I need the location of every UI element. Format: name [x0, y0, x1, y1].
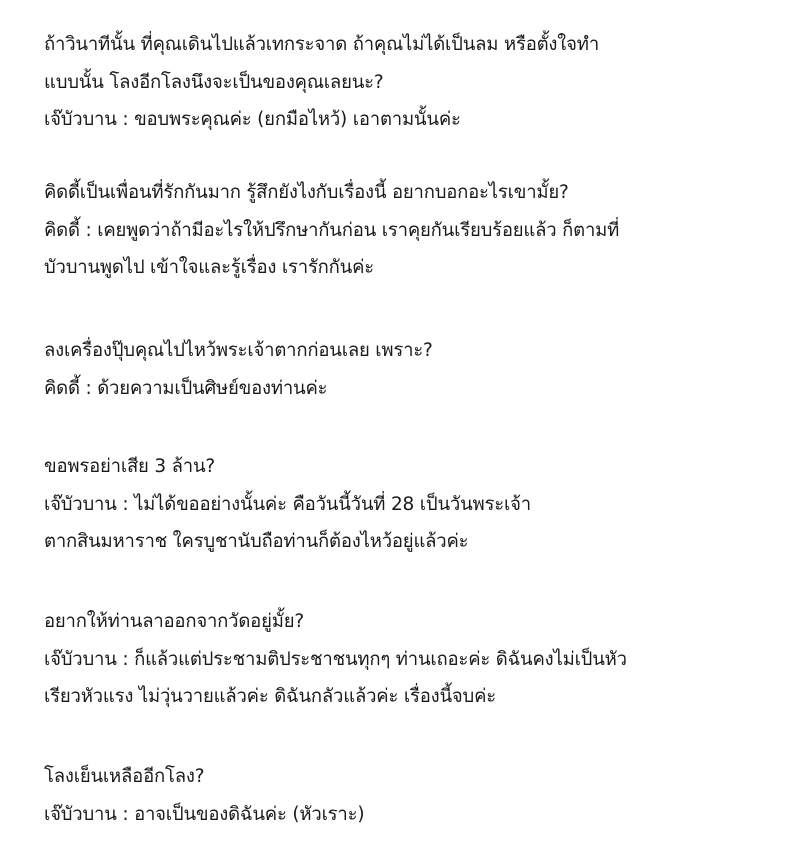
- answer-line: เรียวหัวแรง ไม่วุ่นวายแล้วค่ะ ดิฉันกลัวแล้วค่ะ เรื่องนี้จบค่ะ: [44, 686, 497, 707]
- answer-line: เจ๊บัวบาน : ขอบพระคุณค่ะ (ยกมือไหว้) เอาตามนั้นค่ะ: [44, 109, 461, 130]
- answer-line: เจ๊บัวบาน : อาจเป็นของดิฉันค่ะ (หัวเราะ): [44, 803, 365, 825]
- question-line: แบบนั้น โลงอีกโลงนึงจะเป็นของคุณเลยนะ?: [44, 71, 384, 93]
- qa-block: [44, 448, 764, 561]
- question-line: ถ้าวินาทีนั้น ที่คุณเดินไปแล้วเทกระจาด ถ้าคุณไม่ได้เป็นลม หรือตั้งใจทำ: [44, 34, 600, 55]
- qa-block: [44, 603, 764, 716]
- qa-block: [44, 332, 764, 407]
- qa-block: [44, 758, 764, 833]
- answer-line: เจ๊บัวบาน : ก็แล้วแต่ประชามติประชาชนทุกๆ ท่านเถอะค่ะ ดิฉันคงไม่เป็นหัว: [44, 648, 627, 670]
- answer-line: คิดดี้ : เคยพูดว่าถ้ามีอะไรให้ปรึกษากันก่อน เราคุยกันเรียบร้อยแล้ว ก็ตามที่: [44, 219, 620, 241]
- answer-line: คิดดี้ : ด้วยความเป็นศิษย์ของท่านค่ะ: [44, 377, 328, 399]
- answer-line: บัวบานพูดไป เข้าใจและรู้เรื่อง เรารักกันค่ะ: [44, 257, 375, 278]
- question-line: ลงเครื่องปุ๊บคุณไปไหว้พระเจ้าตากก่อนเลย เพราะ?: [44, 340, 433, 361]
- question-line: ขอพรอย่าเสีย 3 ล้าน?: [44, 456, 216, 477]
- answer-line: ตากสินมหาราช ใครบูชานับถือท่านก็ต้องไหว้อยู่แล้วค่ะ: [44, 531, 469, 552]
- answer-line: เจ๊บัวบาน : ไม่ได้ขออย่างนั้นค่ะ คือวันนี้วันที่ 28 เป็นวันพระเจ้า: [44, 493, 531, 515]
- question-line: อยากให้ท่านลาออกจากวัดอยู่มั้ย?: [44, 611, 304, 632]
- qa-block: [44, 26, 764, 139]
- question-line: โลงเย็นเหลืออีกโลง?: [44, 766, 205, 787]
- qa-block: [44, 174, 764, 287]
- question-line: คิดดี้เป็นเพื่อนที่รักกันมาก รู้สึกยังไงกับเรื่องนี้ อยากบอกอะไรเขามั้ย?: [44, 182, 569, 203]
